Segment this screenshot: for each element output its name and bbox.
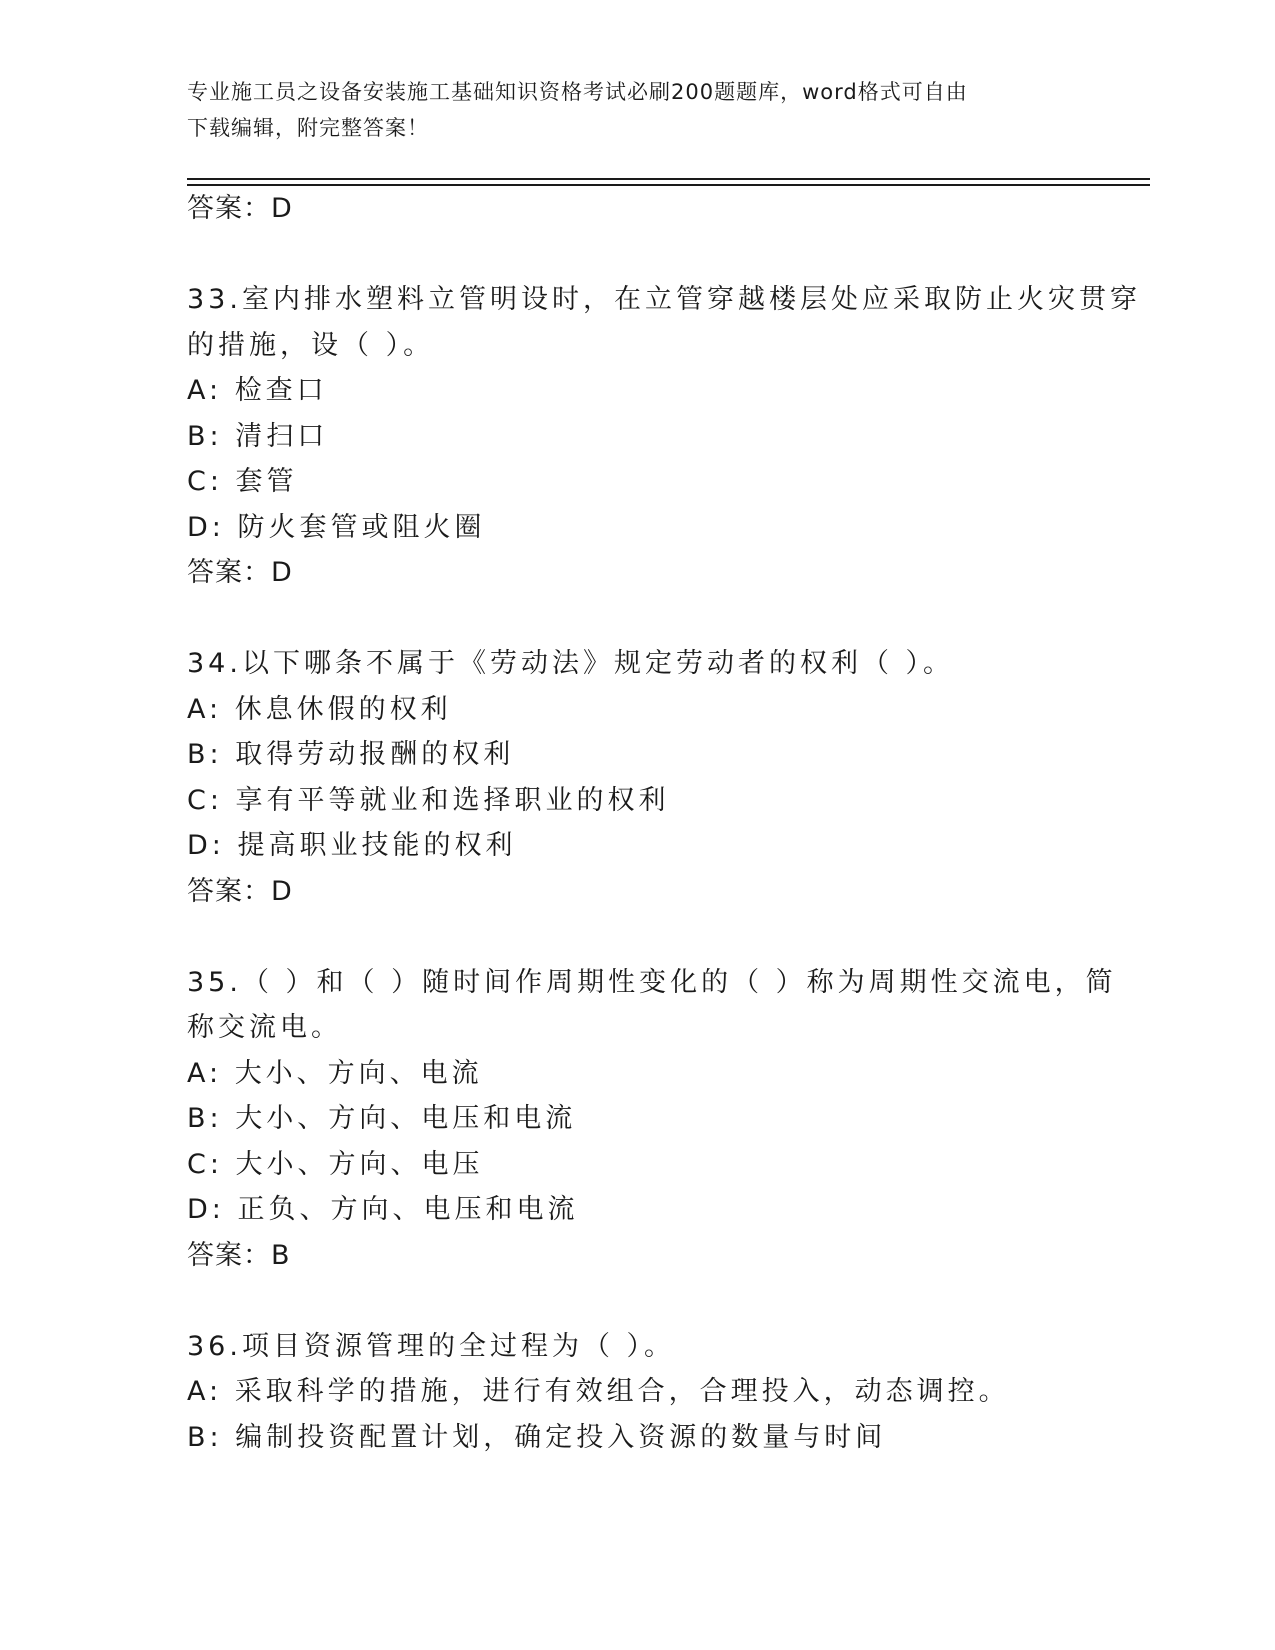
answer-line bbox=[187, 869, 1087, 915]
question-stem-line: 34.以下哪条不属于《劳动法》规定劳动者的权利（ ）。 bbox=[187, 648, 955, 679]
answer-label: 答案： bbox=[187, 557, 271, 588]
option-b: B: 取得劳动报酬的权利 bbox=[187, 739, 515, 770]
question-stem-line: 称交流电。 bbox=[187, 1012, 342, 1043]
answer-value: B bbox=[271, 1239, 291, 1271]
question-33 bbox=[187, 277, 1141, 596]
answer-line bbox=[187, 186, 1087, 232]
option-c: C: 享有平等就业和选择职业的权利 bbox=[187, 784, 670, 816]
option-b: B: 大小、方向、电压和电流 bbox=[187, 1103, 577, 1134]
option-c: C: 套管 bbox=[187, 466, 298, 497]
option-b: B: 清扫口 bbox=[187, 420, 329, 452]
option-a: A: 大小、方向、电流 bbox=[187, 1057, 483, 1089]
answer-value: D bbox=[271, 875, 293, 907]
question-36 bbox=[187, 1324, 1087, 1461]
option-a: A: 采取科学的措施，进行有效组合，合理投入，动态调控。 bbox=[187, 1376, 1010, 1407]
question-34 bbox=[187, 641, 1087, 914]
header-title-line-2: 下载编辑，附完整答案！ bbox=[187, 116, 429, 140]
answer-label: 答案： bbox=[187, 1239, 271, 1271]
question-35 bbox=[187, 960, 1117, 1279]
answer-line bbox=[187, 550, 1087, 596]
question-stem-line: 35.（ ）和（ ）随时间作周期性变化的（ ）称为周期性交流电，简 bbox=[187, 966, 1117, 998]
answer-label: 答案： bbox=[187, 875, 271, 907]
option-d: D: 正负、方向、电压和电流 bbox=[187, 1194, 579, 1225]
question-stem-line: 36.项目资源管理的全过程为（ ）。 bbox=[187, 1330, 676, 1362]
question-stem-line: 的措施，设（ ）。 bbox=[187, 329, 435, 361]
option-a: A: 检查口 bbox=[187, 375, 328, 406]
header-divider-top bbox=[187, 178, 1150, 180]
document-header bbox=[187, 74, 1067, 146]
question-list bbox=[187, 186, 1141, 1460]
option-b: B: 编制投资配置计划，确定投入资源的数量与时间 bbox=[187, 1421, 887, 1453]
option-a: A: 休息休假的权利 bbox=[187, 693, 452, 725]
answer-value: D bbox=[271, 557, 293, 588]
header-title-line-1: 专业施工员之设备安装施工基础知识资格考试必刷200题题库，word格式可自由 bbox=[187, 80, 968, 104]
question-stem-line: 33.室内排水塑料立管明设时，在立管穿越楼层处应采取防止火灾贯穿 bbox=[187, 284, 1141, 315]
answer-label: 答案： bbox=[187, 193, 271, 224]
answer-line bbox=[187, 1233, 1087, 1279]
option-d: D: 防火套管或阻火圈 bbox=[187, 511, 486, 543]
answer-value: D bbox=[271, 193, 293, 224]
option-d: D: 提高职业技能的权利 bbox=[187, 830, 517, 861]
option-c: C: 大小、方向、电压 bbox=[187, 1148, 484, 1180]
